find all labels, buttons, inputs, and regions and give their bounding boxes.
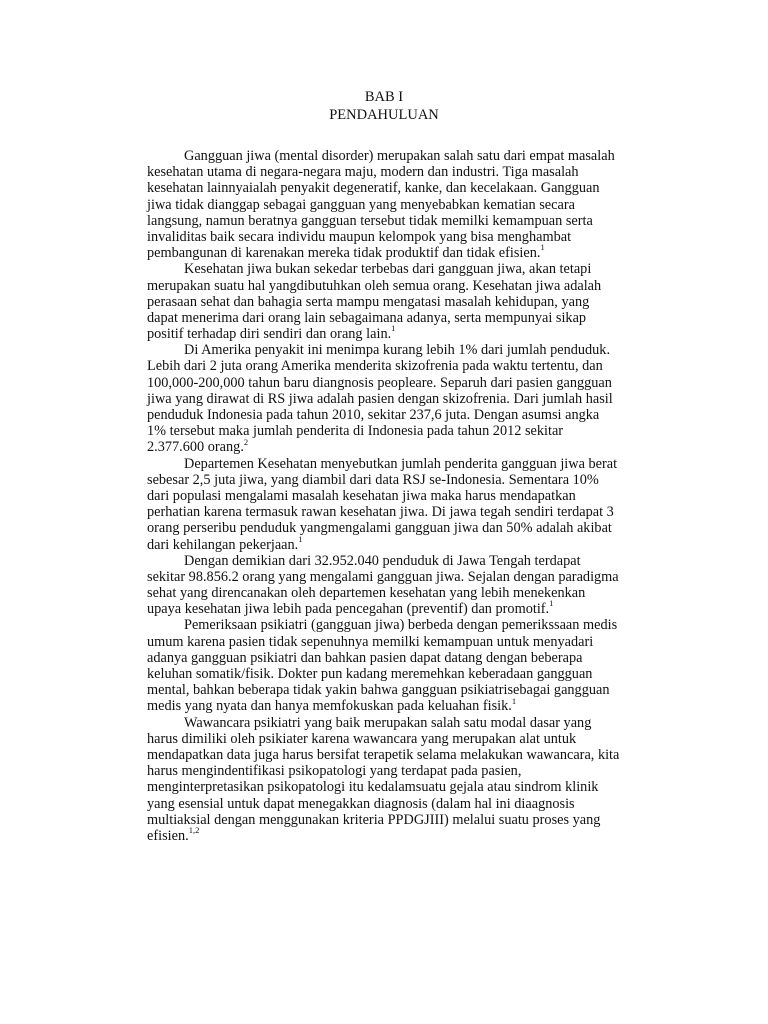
paragraph-line: adanya gangguan psikiatri dan bahkan pasien dapat datang dengan beberapa [147,649,583,666]
paragraph-line: Di Amerika penyakit ini menimpa kurang lebih 1% dari jumlah penduduk. [184,342,611,359]
paragraph-line: mental, bahkan beberapa tidak yakin bahwa gangguan psikiatrisebagai gangguan [147,682,610,699]
paragraph-line: sekitar 98.856.2 orang yang mengalami gangguan jiwa. Sejalan dengan paradigma [147,568,619,585]
paragraph-line: invaliditas baik secara individu maupun kelompok yang bisa menghambat [147,228,572,245]
paragraph-6 [147,617,659,714]
paragraph-line: Wawancara psikiatri yang baik merupakan salah satu modal dasar yang [184,714,592,731]
paragraph-last-line [147,825,659,844]
paragraph-line-text: dari kehilangan pekerjaan. [147,536,299,553]
paragraph-line: orang perseribu penduduk yangmengalami gangguan jiwa dan 50% adalah akibat [147,520,612,537]
paragraph-line-text: medis yang nyata dan hanya memfokuskan pada keluahan fisik. [147,698,512,715]
paragraph-line-text: upaya kesehatan jiwa lebih pada pencegahan (preventif) dan promotif. [147,601,550,618]
paragraph-line: Pemeriksaan psikiatri (gangguan jiwa) berbeda dengan pemerikssaan medis [184,617,618,634]
paragraph-line: merupakan suatu hal yangdibutuhkan oleh semua orang. Kesehatan jiwa adalah [147,277,602,294]
paragraph-line: penduduk Indonesia pada tahun 2010, sekitar 237,6 juta. Dengan asumsi angka [147,407,600,423]
chapter-heading: BAB I [364,89,404,105]
footnote-ref: 1 [391,323,396,334]
paragraph-line: menginterpretasikan psikopatologi itu kedalamsuatu gejala atau sindrom klinik [147,779,599,796]
paragraph-line: 100,000-200,000 tahun baru diangnosis peopleare. Separuh dari pasien gangguan [147,374,612,391]
paragraph-line: Kesehatan jiwa bukan sekedar terbebas dari gangguan jiwa, akan tetapi [184,261,592,278]
page-title: PENDAHULUAN [329,107,439,123]
paragraph-last-line [147,533,659,553]
paragraph-line: Departemen Kesehatan menyebutkan jumlah penderita gangguan jiwa berat [184,455,618,472]
footnote-ref: 1 [298,533,303,544]
paragraph-line: perasaan sehat dan bahagia serta mampu mengatasi masalah kehidupan, yang [147,293,590,310]
footnote-ref: 1 [549,598,554,609]
paragraph-3 [147,342,659,455]
paragraph-line: jiwa tidak dianggap sebagai gangguan yang menyebabkan kematian secara [147,196,575,213]
paragraph-line: kesehatan lainnyaialah penyakit degeneratif, kanke, dan kecelakaan. Gangguan [147,180,600,197]
paragraph-line: Gangguan jiwa (mental disorder) merupakan salah satu dari empat masalah [184,148,615,164]
paragraph-4 [147,456,659,553]
paragraph-line: multiaksial dengan menggunakan kriteria PPDGJIII) melalui suatu proses yang [147,811,601,828]
paragraph-last-line [147,323,659,343]
paragraph-line-text: 2.377.600 orang. [147,439,244,456]
paragraph-line-text: positif terhadap diri sendiri dan orang lain. [147,326,392,343]
paragraph-line: umum karena pasien tidak sepenuhnya memilki kemampuan untuk menyadari [147,633,594,650]
paragraph-line: yang esensial untuk dapat menegakkan diagnosis (dalam hal ini diaagnosis [147,795,575,812]
paragraph-7 [147,715,659,845]
body-text [147,148,659,844]
footnote-ref: 1 [511,695,517,706]
paragraph-line: langsung, namun beratnya gangguan tersebut tidak memilki kemampuan serta [147,212,593,229]
paragraph-line: mendapatkan data juga harus bersifat terapetik selama melakukan wawancara, kita [147,746,620,763]
paragraph-last-line [147,695,659,715]
paragraph-last-line [147,436,659,456]
footnote-ref: 2 [243,436,249,447]
paragraph-line: Dengan demikian dari 32.952.040 penduduk di Jawa Tengah terdapat [184,552,581,569]
paragraph-line: sehat yang direncanakan oleh departemen kesehatan yang lebih menekenkan [147,585,586,602]
footnote-ref: 1 [540,242,545,253]
footnote-ref: 1,2 [188,825,200,836]
paragraph-2 [147,261,659,342]
paragraph-last-line [147,598,659,618]
paragraph-line: sebesar 2,5 juta jiwa, yang diambil dari data RSJ se-Indonesia. Sementara 10% [147,471,599,488]
paragraph-1 [147,148,659,261]
paragraph-line-text: pembangunan di karenakan mereka tidak produktif dan tidak efisien. [147,245,541,262]
paragraph-line: perhatian karena termasuk rawan kesehatan jiwa. Di jawa tegah sendiri terdapat 3 [147,504,614,521]
paragraph-last-line [147,242,659,262]
paragraph-5 [147,553,659,618]
paragraph-line: Lebih dari 2 juta orang Amerika menderita skizofrenia pada waktu tertentu, dan [147,358,603,375]
paragraph-line: jiwa yang dirawat di RS jiwa adalah pasien dengan skizofrenia. Dari jumlah hasil [147,390,613,407]
paragraph-line: kesehatan utama di negara-negara maju, modern dan industri. Tiga masalah [147,164,579,181]
paragraph-line: harus dimiliki oleh psikiater karena wawancara yang merupakan alat untuk [147,730,577,747]
paragraph-line: dari populasi mengalami masalah kesehatan jiwa maka harus mendapatkan [147,487,576,504]
paragraph-line: harus mengindentifikasi psikopatologi yang terdapat pada pasien, [147,763,522,780]
title-block [0,88,768,124]
paragraph-line: dapat menerima dari orang lain sebagaimana adanya, serta mempunyai sikap [147,309,587,326]
paragraph-line: keluhan somatik/fisik. Dokter pun kadang meremehkan keberadaan gangguan [147,666,593,682]
paragraph-line-text: efisien. [147,827,189,844]
paragraph-line: 1% tersebut maka jumlah penderita di Indonesia pada tahun 2012 sekitar [147,423,564,440]
